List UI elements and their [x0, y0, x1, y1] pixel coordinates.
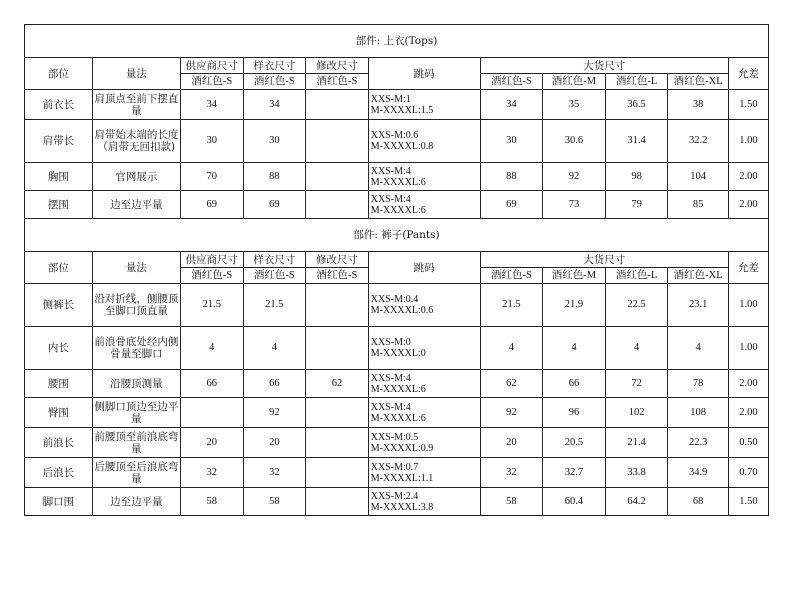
- cell-part: 前浪长: [25, 428, 93, 458]
- cell-sample-size: 34: [243, 90, 306, 120]
- cell-grade: [368, 370, 480, 398]
- cell-sample-size: 30: [243, 120, 306, 163]
- cell-bulk-l: 72: [605, 370, 668, 398]
- cell-sample-size: 58: [243, 488, 306, 516]
- table-row: [25, 191, 769, 219]
- cell-sample-size: 32: [243, 458, 306, 488]
- cell-bulk-m: 32.7: [543, 458, 606, 488]
- cell-supplier-size: 70: [180, 163, 243, 191]
- grade-line-2: M-XXXXL:6: [370, 383, 426, 395]
- cell-supplier-size: 21.5: [180, 284, 243, 327]
- cell-tolerance: 0.70: [728, 458, 768, 488]
- subheader-size-s: 酒红色-S: [306, 268, 369, 284]
- grade-line-2: M-XXXXL:3.8: [370, 501, 434, 513]
- cell-supplier-size: 4: [180, 327, 243, 370]
- table-row: [25, 458, 769, 488]
- grade-line-1: XXS-M:0.4: [370, 294, 419, 305]
- header-part: 部位: [25, 252, 93, 284]
- cell-bulk-s: 88: [480, 163, 543, 191]
- pants-section-title: 部件: 裤子(Pants): [25, 219, 769, 252]
- cell-bulk-l: 31.4: [605, 120, 668, 163]
- cell-part: 摆围: [25, 191, 93, 219]
- cell-part: 前衣长: [25, 90, 93, 120]
- cell-supplier-size: 34: [180, 90, 243, 120]
- cell-modified-size: [306, 120, 369, 163]
- cell-bulk-l: 36.5: [605, 90, 668, 120]
- cell-bulk-s: 32: [480, 458, 543, 488]
- grade-line-1: XXS-M:0.6: [370, 130, 419, 141]
- cell-sample-size: 21.5: [243, 284, 306, 327]
- table-row: [25, 488, 769, 516]
- cell-bulk-l: 4: [605, 327, 668, 370]
- cell-bulk-m: 96: [543, 398, 606, 428]
- cell-tolerance: 1.00: [728, 120, 768, 163]
- cell-bulk-l: 22.5: [605, 284, 668, 327]
- cell-tolerance: 1.00: [728, 284, 768, 327]
- table-row: [25, 120, 769, 163]
- cell-bulk-l: 64.2: [605, 488, 668, 516]
- cell-sample-size: 92: [243, 398, 306, 428]
- cell-method: 边至边平量: [92, 191, 180, 219]
- cell-bulk-s: 58: [480, 488, 543, 516]
- header-grade: 跳码: [368, 58, 480, 90]
- grade-line-1: XXS-M:4: [370, 401, 411, 413]
- cell-grade: [368, 120, 480, 163]
- cell-tolerance: 2.00: [728, 370, 768, 398]
- cell-grade: [368, 163, 480, 191]
- cell-bulk-xl: 104: [668, 163, 729, 191]
- cell-modified-size: [306, 191, 369, 219]
- table-row: [25, 398, 769, 428]
- header-method: 量法: [92, 58, 180, 90]
- cell-modified-size: [306, 90, 369, 120]
- header-sample-size: 样衣尺寸: [243, 58, 306, 74]
- grade-line-1: XXS-M:4: [370, 372, 411, 384]
- cell-part: 后浪长: [25, 458, 93, 488]
- table-row: [25, 428, 769, 458]
- cell-grade: [368, 191, 480, 219]
- cell-modified-size: [306, 284, 369, 327]
- cell-bulk-xl: 78: [668, 370, 729, 398]
- grade-line-2: M-XXXXL:6: [370, 412, 426, 424]
- cell-bulk-xl: 38: [668, 90, 729, 120]
- cell-sample-size: 20: [243, 428, 306, 458]
- cell-bulk-s: 20: [480, 428, 543, 458]
- cell-bulk-m: 60.4: [543, 488, 606, 516]
- size-spec-sheet: [24, 24, 769, 516]
- header-grade: 跳码: [368, 252, 480, 284]
- cell-modified-size: [306, 398, 369, 428]
- subheader-size-xl: 酒红色-XL: [668, 268, 729, 284]
- cell-sample-size: 88: [243, 163, 306, 191]
- cell-bulk-l: 79: [605, 191, 668, 219]
- cell-tolerance: 1.50: [728, 90, 768, 120]
- cell-method: 前腰顶至前浪底弯量: [92, 428, 180, 458]
- cell-grade: [368, 284, 480, 327]
- cell-part: 侧裤长: [25, 284, 93, 327]
- cell-modified-size: [306, 163, 369, 191]
- subheader-size-l: 酒红色-L: [605, 268, 668, 284]
- cell-bulk-m: 73: [543, 191, 606, 219]
- grade-line-1: XXS-M:4: [370, 165, 411, 177]
- cell-supplier-size: [180, 398, 243, 428]
- cell-bulk-m: 35: [543, 90, 606, 120]
- header-bulk-size: 大货尺寸: [480, 252, 728, 268]
- grade-line-2: M-XXXXL:0.8: [370, 141, 434, 152]
- grade-line-2: M-XXXXL:0.6: [370, 305, 434, 316]
- cell-modified-size: 62: [306, 370, 369, 398]
- cell-bulk-l: 98: [605, 163, 668, 191]
- cell-bulk-m: 30.6: [543, 120, 606, 163]
- table-row: [25, 163, 769, 191]
- cell-bulk-m: 21.9: [543, 284, 606, 327]
- cell-tolerance: 2.00: [728, 398, 768, 428]
- cell-method: 官网展示: [92, 163, 180, 191]
- grade-line-1: XXS-M:4: [370, 193, 411, 205]
- cell-tolerance: 1.00: [728, 327, 768, 370]
- cell-bulk-xl: 68: [668, 488, 729, 516]
- cell-bulk-xl: 4: [668, 327, 729, 370]
- header-modified-size: 修改尺寸: [306, 252, 369, 268]
- cell-part: 内长: [25, 327, 93, 370]
- cell-grade: [368, 90, 480, 120]
- cell-bulk-l: 102: [605, 398, 668, 428]
- cell-grade: [368, 488, 480, 516]
- cell-method: 后腰顶至后浪底弯量: [92, 458, 180, 488]
- cell-tolerance: 0.50: [728, 428, 768, 458]
- header-modified-size: 修改尺寸: [306, 58, 369, 74]
- cell-sample-size: 69: [243, 191, 306, 219]
- subheader-size-s: 酒红色-S: [180, 74, 243, 90]
- cell-method: 沿腰顶测量: [92, 370, 180, 398]
- cell-sample-size: 4: [243, 327, 306, 370]
- grade-line-2: M-XXXXL:1.5: [370, 104, 434, 116]
- cell-modified-size: [306, 458, 369, 488]
- grade-line-1: XXS-M:0.7: [370, 461, 419, 473]
- header-supplier-size: 供应商尺寸: [180, 252, 243, 268]
- cell-bulk-xl: 22.3: [668, 428, 729, 458]
- cell-method: 肩顶点至前下摆直量: [92, 90, 180, 120]
- table-row: [25, 327, 769, 370]
- header-bulk-size: 大货尺寸: [480, 58, 728, 74]
- cell-bulk-m: 66: [543, 370, 606, 398]
- cell-bulk-s: 21.5: [480, 284, 543, 327]
- table-row: [25, 370, 769, 398]
- header-method: 量法: [92, 252, 180, 284]
- subheader-size-xl: 酒红色-XL: [668, 74, 729, 90]
- cell-grade: [368, 428, 480, 458]
- grade-line-2: M-XXXXL:0.9: [370, 442, 434, 454]
- header-tolerance: 允差: [728, 58, 768, 90]
- grade-line-2: M-XXXXL:6: [370, 176, 426, 188]
- cell-bulk-s: 34: [480, 90, 543, 120]
- cell-modified-size: [306, 488, 369, 516]
- table-body: [25, 25, 769, 516]
- cell-bulk-m: 92: [543, 163, 606, 191]
- cell-supplier-size: 66: [180, 370, 243, 398]
- cell-bulk-xl: 85: [668, 191, 729, 219]
- cell-bulk-s: 69: [480, 191, 543, 219]
- cell-bulk-l: 21.4: [605, 428, 668, 458]
- subheader-size-s: 酒红色-S: [306, 74, 369, 90]
- cell-bulk-s: 4: [480, 327, 543, 370]
- subheader-size-m: 酒红色-M: [543, 268, 606, 284]
- grade-line-1: XXS-M:1: [370, 93, 411, 105]
- cell-supplier-size: 69: [180, 191, 243, 219]
- grade-line-1: XXS-M:0: [370, 337, 411, 348]
- cell-method: 沿对折线，侧腰顶至脚口顶直量: [92, 284, 180, 327]
- pants-section-title-row: [25, 219, 769, 252]
- cell-sample-size: 66: [243, 370, 306, 398]
- subheader-size-s: 酒红色-S: [480, 74, 543, 90]
- tops-section-title-row: [25, 25, 769, 58]
- cell-grade: [368, 398, 480, 428]
- grade-line-2: M-XXXXL:6: [370, 204, 426, 216]
- cell-method: 边至边平量: [92, 488, 180, 516]
- cell-bulk-s: 30: [480, 120, 543, 163]
- cell-modified-size: [306, 327, 369, 370]
- header-part: 部位: [25, 58, 93, 90]
- cell-tolerance: 2.00: [728, 191, 768, 219]
- table-row: [25, 90, 769, 120]
- header-tolerance: 允差: [728, 252, 768, 284]
- subheader-size-m: 酒红色-M: [543, 74, 606, 90]
- grade-line-2: M-XXXXL:1.1: [370, 472, 434, 484]
- header-sample-size: 样衣尺寸: [243, 252, 306, 268]
- cell-method: 肩带始末端的长度（肩带无回扣款): [92, 120, 180, 163]
- cell-tolerance: 1.50: [728, 488, 768, 516]
- cell-bulk-xl: 32.2: [668, 120, 729, 163]
- cell-tolerance: 2.00: [728, 163, 768, 191]
- cell-bulk-xl: 108: [668, 398, 729, 428]
- cell-method: 前浪骨底处经内侧骨量至脚口: [92, 327, 180, 370]
- cell-bulk-s: 62: [480, 370, 543, 398]
- cell-bulk-m: 20.5: [543, 428, 606, 458]
- cell-method: 侧脚口顶边至边平量: [92, 398, 180, 428]
- cell-part: 脚口围: [25, 488, 93, 516]
- grade-line-1: XXS-M:0.5: [370, 431, 419, 443]
- subheader-size-s: 酒红色-S: [180, 268, 243, 284]
- cell-bulk-m: 4: [543, 327, 606, 370]
- subheader-size-s: 酒红色-S: [243, 74, 306, 90]
- cell-part: 腰围: [25, 370, 93, 398]
- subheader-size-s: 酒红色-S: [480, 268, 543, 284]
- grade-line-2: M-XXXXL:0: [370, 348, 426, 359]
- cell-bulk-s: 92: [480, 398, 543, 428]
- grade-line-1: XXS-M:2.4: [370, 490, 419, 502]
- pants-header-row: [25, 252, 769, 268]
- cell-bulk-xl: 34.9: [668, 458, 729, 488]
- subheader-size-l: 酒红色-L: [605, 74, 668, 90]
- cell-part: 臀围: [25, 398, 93, 428]
- cell-grade: [368, 458, 480, 488]
- cell-supplier-size: 30: [180, 120, 243, 163]
- cell-grade: [368, 327, 480, 370]
- cell-part: 胸围: [25, 163, 93, 191]
- size-spec-table: [24, 24, 769, 516]
- cell-supplier-size: 32: [180, 458, 243, 488]
- cell-part: 肩带长: [25, 120, 93, 163]
- tops-section-title: 部件: 上衣(Tops): [25, 25, 769, 58]
- tops-header-row: [25, 58, 769, 74]
- table-row: [25, 284, 769, 327]
- header-supplier-size: 供应商尺寸: [180, 58, 243, 74]
- cell-supplier-size: 20: [180, 428, 243, 458]
- subheader-size-s: 酒红色-S: [243, 268, 306, 284]
- cell-bulk-l: 33.8: [605, 458, 668, 488]
- cell-supplier-size: 58: [180, 488, 243, 516]
- cell-modified-size: [306, 428, 369, 458]
- cell-bulk-xl: 23.1: [668, 284, 729, 327]
